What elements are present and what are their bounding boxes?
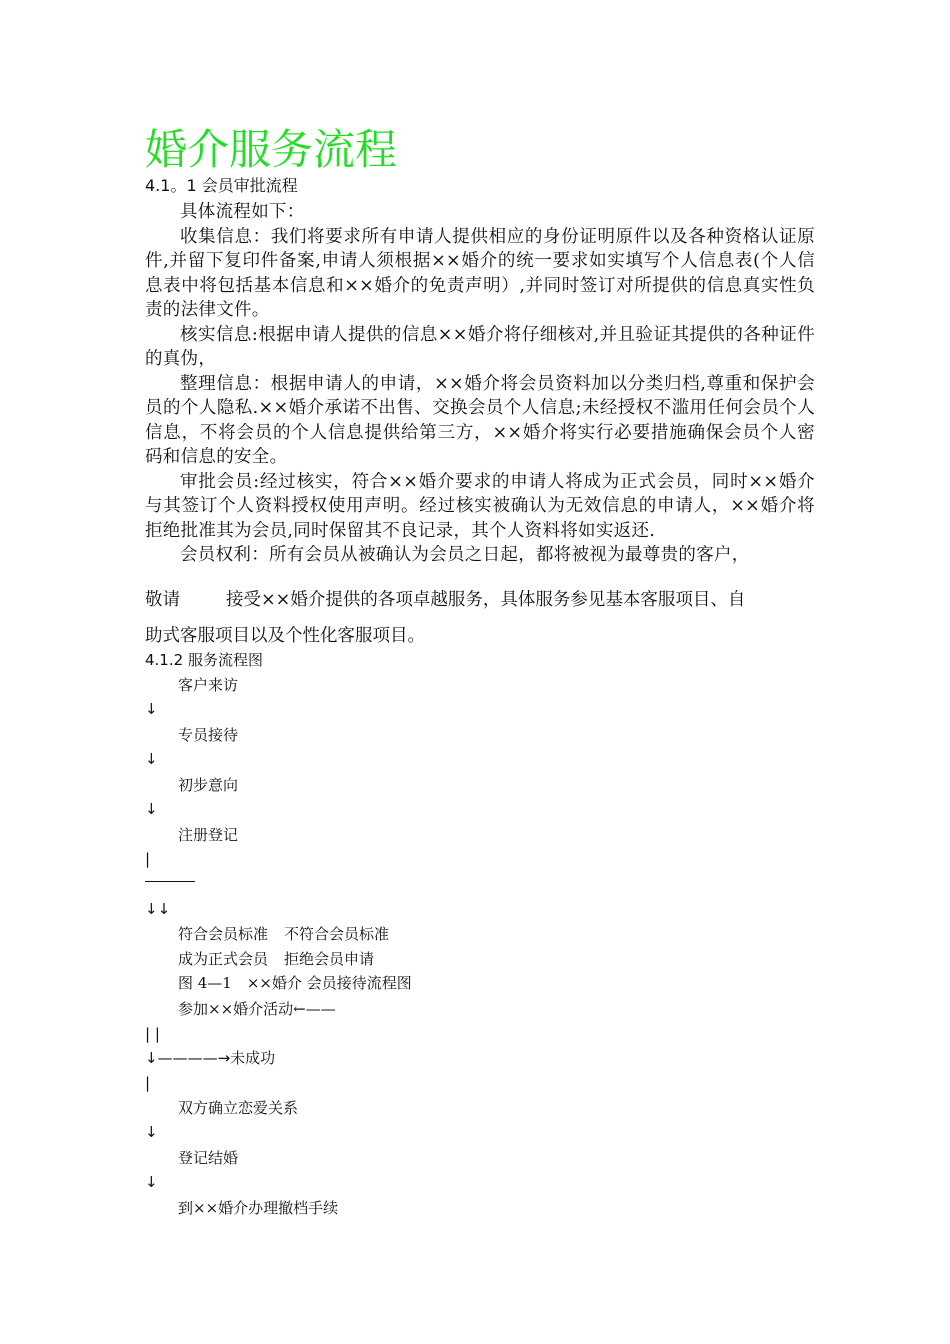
flow-branch-row-1 [178,924,389,944]
flow-branch-row-2 [178,949,374,969]
section-heading-4-1-2 [145,649,263,671]
branch-reject-application: 拒绝会员申请 [284,950,375,968]
figure-caption: 图 4—1 ××婚介 会员接待流程图 [178,974,412,992]
flow-step-relationship: 双方确立恋爱关系 [178,1099,299,1117]
flow-step-initial-intent: 初步意向 [178,776,239,794]
down-arrow: ↓ [145,1123,158,1141]
line-left-word: 敬请 [145,590,180,610]
down-arrow: ↓ [145,800,158,818]
rights-continuation-line [145,588,815,612]
section-number: 4.1.2 [145,651,184,669]
down-arrow: ↓ [145,700,158,718]
paragraph-organize-info: 整理信息：根据申请人的申请，××婚介将会员资料加以分类归档,尊重和保护会员的个人隐私.××婚介承诺不出售、交换会员个人信息;未经授权不滥用任何会员个人信息，不将会员的个人信息提供给第三方，××婚介将实行必要措施确保会员个人密码和信息的安全。 [145,373,815,467]
flow-connector-pipe: | [145,850,151,868]
section-heading-text: 服务流程图 [187,651,263,669]
flow-step-registration: 注册登记 [178,826,239,844]
flow-branch-line [145,881,195,882]
paragraph-approve-member: 审批会员:经过核实，符合××婚介要求的申请人将成为正式会员，同时××婚介与其签订个人资料授权使用声明。经过核实被确认为无效信息的申请人，××婚介将拒绝批准其为会员,同时保留其不良记录，其个人资料将如实返还. [145,471,815,541]
branch-become-member: 成为正式会员 [178,950,269,968]
section-heading-text: 会员审批流程 [201,176,298,195]
page-title: 婚介服务流程 [145,125,398,174]
flow-step-marriage: 登记结婚 [178,1149,239,1167]
double-down-arrow: ↓↓ [145,900,171,918]
paragraph-member-rights: 会员权利：所有会员从被确认为会员之日起，都将被视为最尊贵的客户， [180,545,750,565]
paragraph-verify-info: 核实信息:根据申请人提供的信息××婚介将仔细核对,并且验证其提供的各种证件的真伪， [145,324,815,369]
flow-step-reception: 专员接待 [178,726,239,744]
section-body [145,200,815,568]
section-number: 4.1。1 [145,176,197,195]
flow-unsuccessful-branch: ↓————→未成功 [145,1049,276,1067]
flow-step-join-activity: 参加××婚介活动←—— [178,1000,336,1018]
flow-step-close-file: 到××婚介办理撤档手续 [178,1199,339,1217]
rights-final-line: 助式客服项目以及个性化客服项目。 [145,626,425,646]
flow-step-customer-visit: 客户来访 [178,676,239,694]
down-arrow: ↓ [145,750,158,768]
branch-not-qualified: 不符合会员标准 [284,925,390,943]
line-right-text: 接受××婚介提供的各项卓越服务，具体服务参见基本客服项目、自 [226,590,746,610]
section-heading-4-1-1 [145,175,298,197]
paragraph-collect-info: 收集信息：我们将要求所有申请人提供相应的身份证明原件以及各种资格认证原件,并留下复印件备案,申请人须根据××婚介的统一要求如实填写个人信息表(个人信息表中将包括基本信息和××婚介的免责声明）,并同时签订对所提供的信息真实性负责的法律文件。 [145,226,815,320]
down-arrow: ↓ [145,1173,158,1191]
flow-connector-double-pipe: | | [145,1025,160,1043]
intro-paragraph: 具体流程如下： [180,202,305,222]
flow-connector-pipe: | [145,1074,151,1092]
branch-qualified: 符合会员标准 [178,925,269,943]
